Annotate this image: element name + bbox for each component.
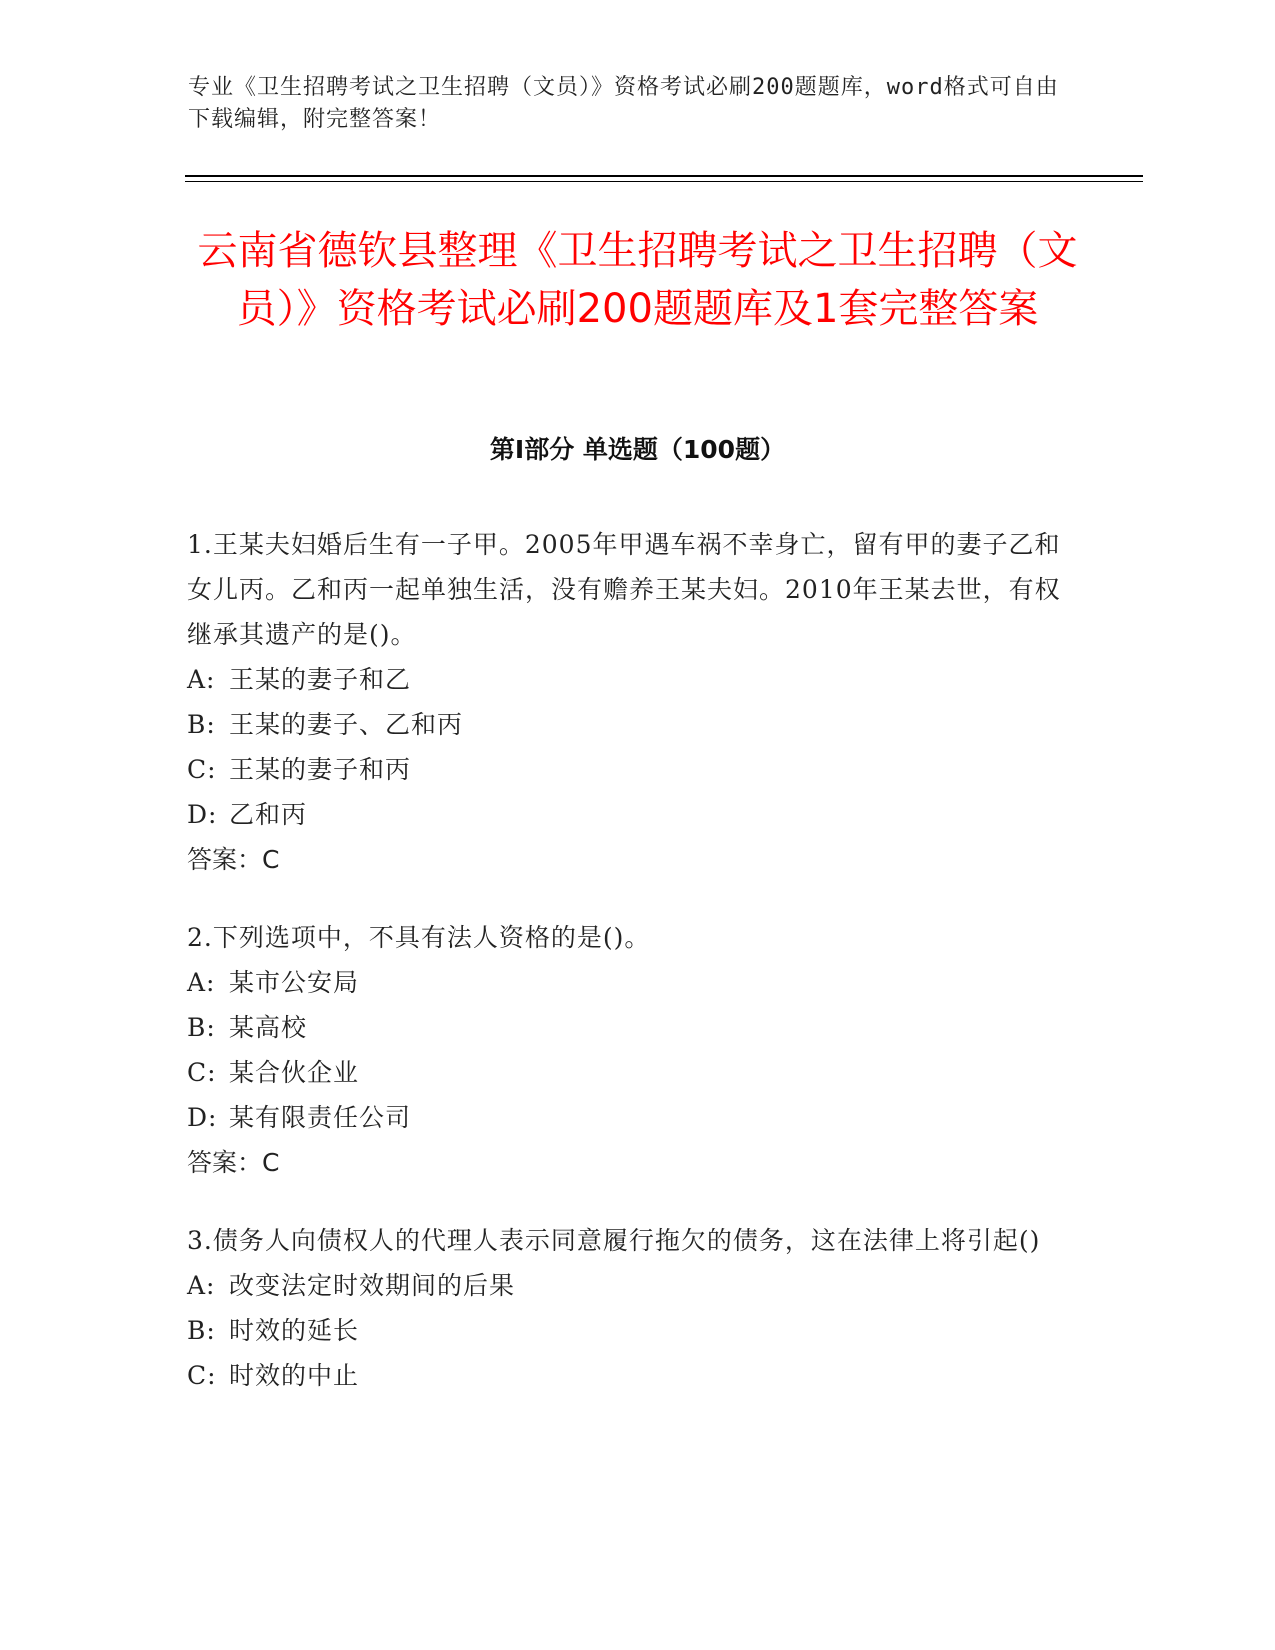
header-divider-thin: [185, 181, 1143, 182]
option-key: B:: [187, 1316, 216, 1345]
option-key: B:: [187, 710, 216, 739]
option-text: 某合伙企业: [229, 1058, 360, 1087]
question-list: [187, 522, 1067, 1431]
option-text: 某有限责任公司: [229, 1103, 412, 1132]
option-text: 王某的妻子和丙: [229, 755, 412, 784]
option-a: [187, 657, 1067, 702]
option-c: [187, 1353, 1067, 1398]
option-text: 时效的延长: [229, 1316, 360, 1345]
option-c: [187, 1050, 1067, 1095]
option-b: [187, 1308, 1067, 1353]
option-c: [187, 747, 1067, 792]
option-key: A:: [187, 968, 216, 997]
option-b: [187, 1005, 1067, 1050]
option-key: C:: [187, 1361, 217, 1390]
option-key: D:: [187, 1103, 218, 1132]
question-3: [187, 1218, 1067, 1398]
header-note: 专业《卫生招聘考试之卫生招聘（文员）》资格考试必刷200题题库，word格式可自由下载编辑，附完整答案！: [188, 75, 1059, 132]
option-text: 某市公安局: [229, 968, 360, 997]
option-text: 时效的中止: [229, 1361, 360, 1390]
option-text: 王某的妻子、乙和丙: [229, 710, 464, 739]
option-text: 某高校: [229, 1013, 308, 1042]
option-d: [187, 792, 1067, 837]
option-text: 王某的妻子和乙: [229, 665, 412, 694]
question-stem: 3.债务人向债权人的代理人表示同意履行拖欠的债务，这在法律上将引起(): [187, 1226, 1041, 1255]
question-stem: 2.下列选项中，不具有法人资格的是()。: [187, 923, 651, 952]
option-b: [187, 702, 1067, 747]
option-text: 改变法定时效期间的后果: [229, 1271, 516, 1300]
option-key: A:: [187, 1271, 216, 1300]
question-1: [187, 522, 1067, 882]
answer: 答案：C: [187, 1148, 280, 1177]
option-a: [187, 960, 1067, 1005]
question-2: [187, 915, 1067, 1185]
header-divider-thick: [185, 175, 1143, 177]
option-key: D:: [187, 800, 218, 829]
option-key: A:: [187, 665, 216, 694]
option-d: [187, 1095, 1067, 1140]
option-key: C:: [187, 755, 217, 784]
option-key: C:: [187, 1058, 217, 1087]
option-a: [187, 1263, 1067, 1308]
answer: 答案：C: [187, 845, 280, 874]
question-stem: 1.王某夫妇婚后生有一子甲。2005年甲遇车祸不幸身亡，留有甲的妻子乙和女儿丙。乙和丙一起单独生活，没有赡养王某夫妇。2010年王某去世，有权继承其遗产的是()。: [187, 530, 1061, 649]
option-key: B:: [187, 1013, 216, 1042]
option-text: 乙和丙: [229, 800, 308, 829]
section-title: 第I部分 单选题（100题）: [489, 435, 786, 464]
document-title: 云南省德钦县整理《卫生招聘考试之卫生招聘（文员）》资格考试必刷200题题库及1套完整答案: [197, 228, 1078, 332]
